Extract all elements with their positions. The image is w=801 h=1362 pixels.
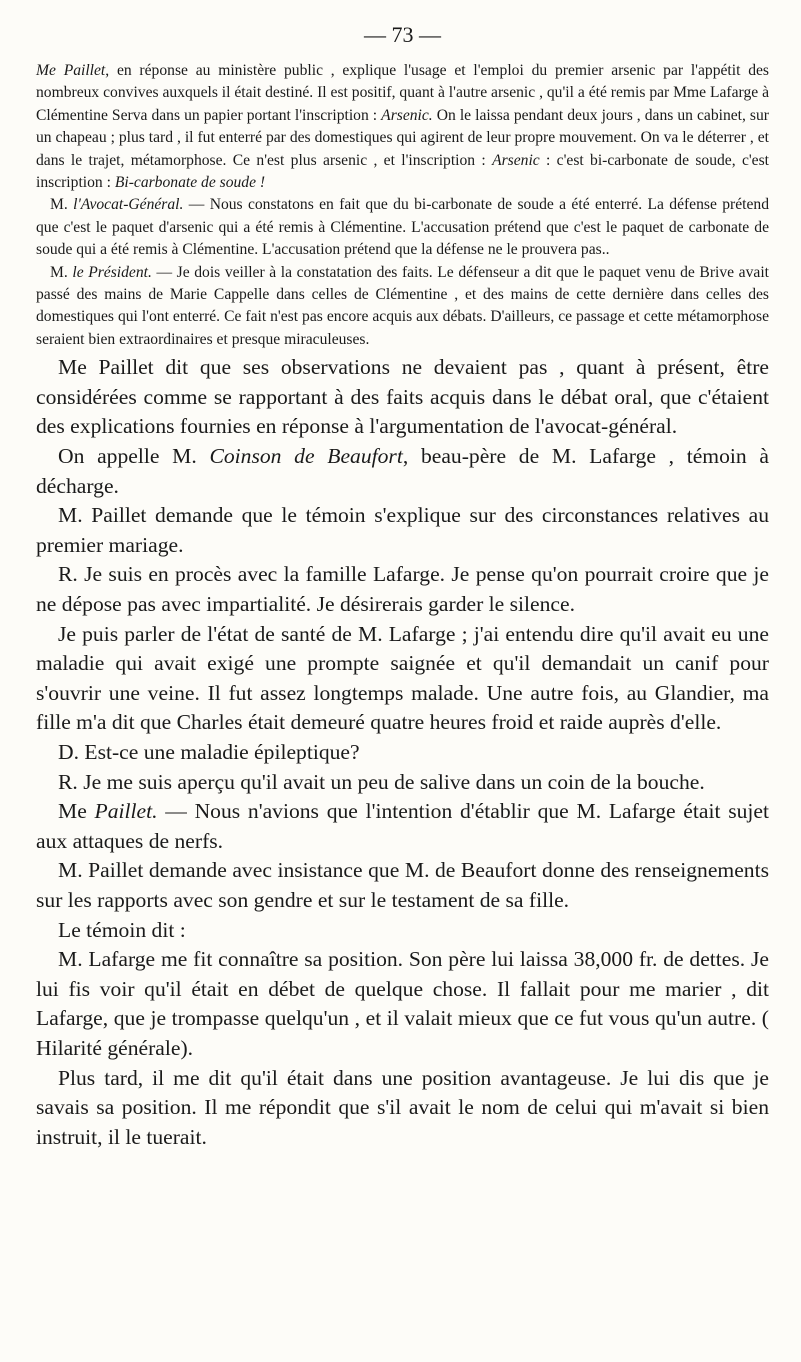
paragraph: [36, 353, 769, 442]
paragraph: [36, 797, 769, 856]
paragraph: [36, 768, 769, 798]
italic-text: Paillet.: [94, 799, 158, 824]
italic-text: Arsenic.: [381, 106, 433, 124]
paragraph: [36, 442, 769, 501]
text-run: M.: [50, 263, 73, 281]
text-run: D. Est-ce une maladie épileptique?: [58, 740, 360, 764]
text-run: M. Paillet demande avec insistance que M. de Beaufort donne des renseignements sur les rapports avec son gendre et sur le testament de sa fille.: [36, 858, 769, 912]
page-number: — 73 —: [364, 22, 441, 47]
paragraph: [36, 620, 769, 738]
text-run: — Nous constatons en fait que du bi-carbonate de soude a été enterré. La défense prétend que c'est le paquet d'arsenic qui a été remis à Clémentine. L'accusation prétend que c'est le paquet de carbonate de soude qui a été remis à Clémentine. L'accusation prétend que la défense ne le prouvera pas..: [36, 196, 769, 259]
paragraph: [36, 916, 769, 946]
italic-text: Me Paillet: [36, 62, 106, 79]
text-run: , en réponse au ministère public , explique l'usage et l'emploi du premier arsenic par l'appétit des nombreux convives auxquels il était destiné. Il est positif, quant à l'autre arsenic , qu'il a été remis par Mme Lafarge à Clémentine Serva dans un papier portant l'inscription :: [36, 62, 769, 124]
text-run: M.: [50, 196, 74, 214]
small-print-section: [36, 60, 769, 351]
text-run: R. Je me suis aperçu qu'il avait un peu de salive dans un coin de la bouche.: [58, 769, 705, 794]
text-run: Me: [58, 799, 95, 824]
text-run: Le témoin dit :: [58, 917, 186, 942]
text-run: M. Lafarge me fit connaître sa position. Son père lui laissa 38,000 fr. de dettes. Je lui fis voir qu'il était en débet de quelque chose. Il fallait pour me marier , dit Lafarge, que je trompasse quelqu'un , et il valait mieux que ce fut vous qu'un autre. ( Hilarité générale).: [36, 947, 769, 1060]
italic-text: le Président.: [72, 263, 152, 281]
paragraph: [36, 560, 769, 619]
text-run: On le laissa pendant deux jours , dans un cabinet, sur un chapeau ; plus tard , il fut enterré par des domestiques qui agirent de leur propre mouvement. On va le déterrer , et dans le trajet, métamorphose. Ce n'est plus arsenic , et l'inscription :: [36, 106, 769, 169]
text-run: Plus tard, il me dit qu'il était dans une position avantageuse. Je lui dis que je savais sa position. Il me répondit que s'il avait le nom de celui qui m'avait si bien instruit, il le tuerait.: [36, 1065, 769, 1149]
text-run: Me Paillet dit que ses observations ne devaient pas , quant à présent, être considérées comme se rapportant à des faits acquis dans le débat oral, que c'étaient des explications fournies en réponse à l'argumentation de l'avocat-général.: [36, 355, 769, 439]
paragraph: [36, 60, 769, 194]
italic-text: Coinson de Beaufort: [209, 444, 403, 469]
italic-text: Arsenic: [492, 151, 540, 169]
paragraph: [36, 501, 769, 560]
italic-text: Bi-carbonate de soude !: [114, 174, 266, 192]
text-run: M. Paillet demande que le témoin s'explique sur des circonstances relatives au premier mariage.: [36, 503, 769, 557]
italic-text: l'Avocat-Général.: [73, 196, 184, 214]
text-run: , beau-père de M. Lafarge , témoin à décharge.: [36, 444, 769, 498]
text-run: R. Je suis en procès avec la famille Lafarge. Je pense qu'on pourrait croire que je ne dépose pas avec impartialité. Je désirerais garder le silence.: [36, 562, 769, 617]
paragraph: [36, 945, 769, 1063]
paragraph: [36, 1064, 769, 1153]
large-print-section: [36, 353, 769, 1152]
text-run: — Je dois veiller à la constatation des faits. Le défenseur a dit que le paquet venu de Brive avait passé des mains de Marie Cappelle dans celles de Clémentine , et des mains de cette dernière dans celles des domestiques qui l'ont enterré. Ce fait n'est pas encore acquis aux débats. D'ailleurs, ce passage et cette métamorphose seraient bien extraordinaires et presque miraculeuses.: [36, 263, 769, 348]
paragraph: [36, 194, 769, 261]
paragraph: [36, 856, 769, 915]
text-run: Je puis parler de l'état de santé de M. Lafarge ; j'ai entendu dire qu'il avait eu une maladie qui avait exigé une prompte saignée et qu'il demandait un canif pour s'ouvrir une veine. Il fut assez longtemps malade. Une autre fois, au Glandier, ma fille m'a dit que Charles était demeuré quatre heures froid et raide auprès d'elle.: [36, 621, 769, 735]
text-run: On appelle M.: [58, 444, 210, 469]
paragraph: [36, 262, 769, 352]
text-run: — Nous n'avions que l'intention d'établir que M. Lafarge était sujet aux attaques de nerfs.: [36, 799, 769, 853]
text-run: : c'est bi-carbonate de soude, c'est inscription :: [36, 151, 769, 192]
paragraph: [36, 738, 769, 768]
